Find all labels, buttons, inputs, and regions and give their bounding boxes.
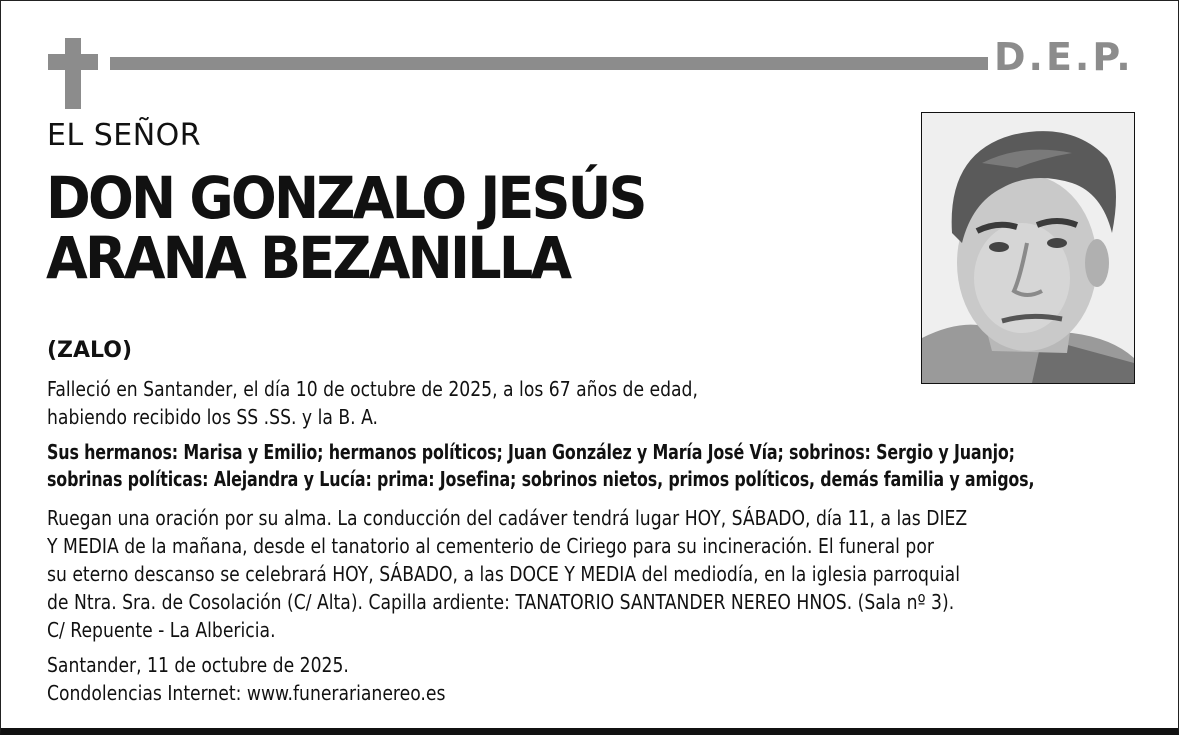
- portrait-photo: [921, 112, 1135, 384]
- deceased-name: [46, 164, 645, 292]
- deceased-name-line-2: ARANA BEZANILLA: [46, 224, 570, 292]
- deceased-alias: (ZALO): [47, 338, 133, 363]
- condolences-line: Condolencias Internet: www.funerarianereo.es: [47, 681, 446, 705]
- death-notice: [47, 375, 698, 431]
- cross-icon-vertical: [65, 38, 81, 109]
- ceremony-details-line: Y MEDIA de la mañana, desde el tanatorio al cementerio de Ciriego para su incineración. El funeral por: [47, 534, 934, 558]
- ceremony-details: [47, 504, 967, 644]
- place-date: Santander, 11 de octubre de 2025.: [47, 653, 349, 677]
- ceremony-details-line: de Ntra. Sra. de Cosolación (C/ Alta). Capilla ardiente: TANATORIO SANTANDER NEREO HNOS. (Sala nº 3).: [47, 590, 955, 614]
- cross-icon-horizontal: [48, 54, 98, 70]
- ceremony-details-line: C/ Repuente - La Albericia.: [47, 618, 276, 642]
- family-list-line: sobrinas políticas: Alejandra y Lucía: prima: Josefina; sobrinos nietos, primos políticos, demás familia y amigos,: [47, 467, 1035, 491]
- header-rule: [110, 57, 988, 70]
- dep-label: D.E.P.: [994, 35, 1134, 79]
- family-list-line: Sus hermanos: Marisa y Emilio; hermanos políticos; Juan González y María José Vía; sobrinos: Sergio y Juanjo;: [47, 440, 1015, 464]
- portrait-photo-icon: [922, 113, 1134, 383]
- family-list: [47, 439, 1034, 493]
- deceased-name-line-1: DON GONZALO JESÚS: [46, 164, 645, 232]
- honorific-prefix: EL SEÑOR: [47, 118, 202, 153]
- ceremony-details-line: su eterno descanso se celebrará HOY, SÁBADO, a las DOCE Y MEDIA del mediodía, en la iglesia parroquial: [47, 562, 960, 586]
- closing-block: [47, 651, 445, 707]
- death-notice-line: Falleció en Santander, el día 10 de octubre de 2025, a los 67 años de edad,: [47, 377, 698, 401]
- death-notice-line: habiendo recibido los SS .SS. y la B. A.: [47, 405, 379, 429]
- ceremony-details-line: Ruegan una oración por su alma. La conducción del cadáver tendrá lugar HOY, SÁBADO, día 11, a las DIEZ: [47, 506, 968, 530]
